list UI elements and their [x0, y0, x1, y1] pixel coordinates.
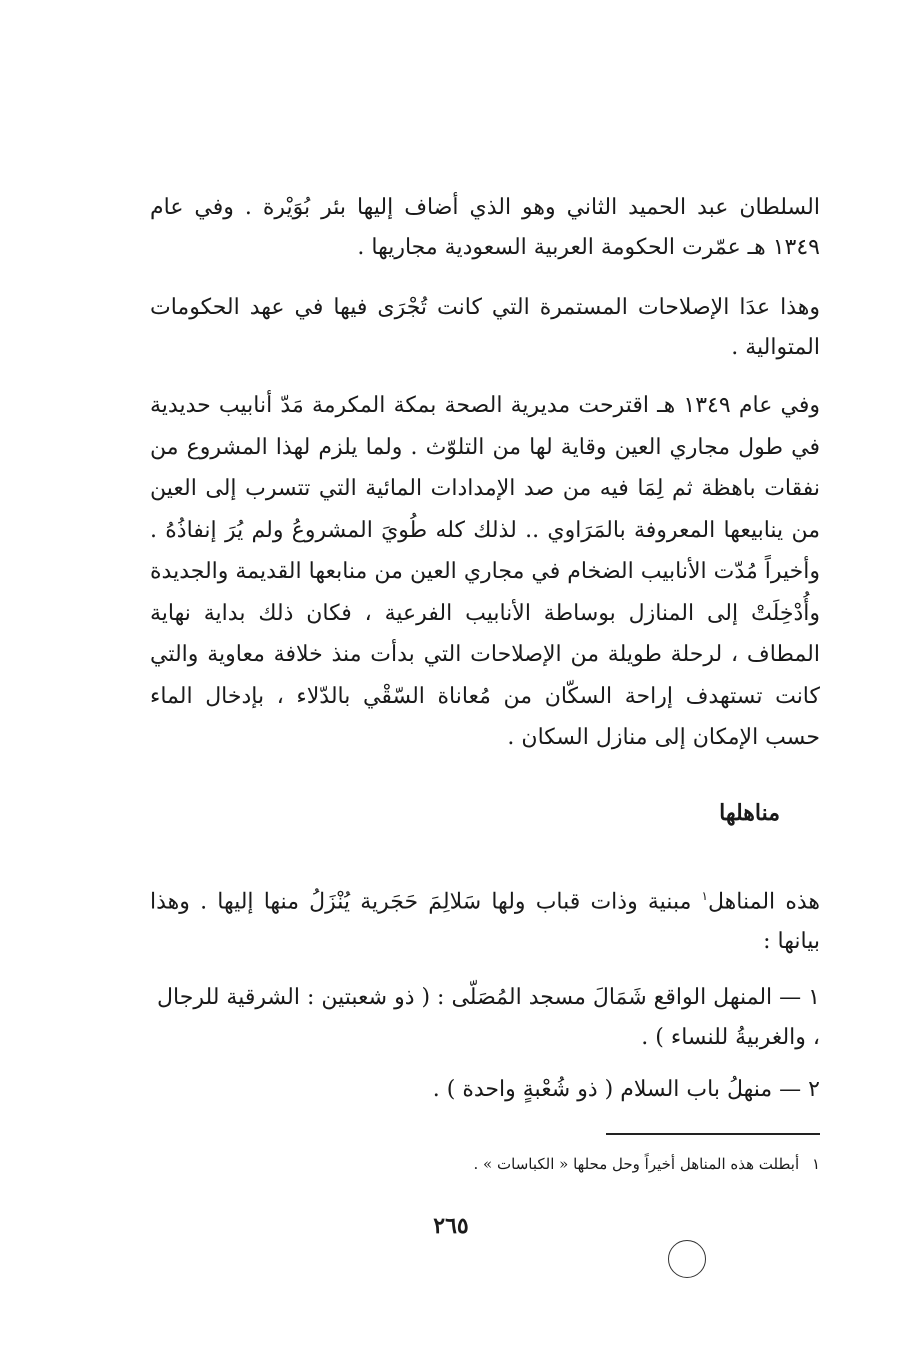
intro-text-start: هذه المناهل: [708, 889, 820, 915]
footnote-divider: [606, 1133, 820, 1135]
list-item-text: المنهل الواقع شَمَالَ مسجد المُصَلّى : ( ذو شعبتين : الشرقية للرجال ، والغربيةُ للنساء ) .: [157, 985, 820, 1050]
footnote-reference: ١: [701, 889, 708, 903]
list-item-dash: —: [779, 985, 802, 1010]
list-item-dash: —: [779, 1077, 802, 1102]
list-item-number: ٢: [808, 1077, 820, 1102]
footnote: [474, 1152, 820, 1176]
section-intro: [150, 876, 820, 962]
list-item-number: ١: [808, 985, 820, 1010]
list-item: [150, 978, 820, 1058]
list-item-text: منهلُ باب السلام ( ذو شُعْبةٍ واحدة ) .: [432, 1077, 773, 1102]
section-heading: مناهلها: [719, 800, 780, 826]
paragraph-2: وهذا عدَا الإصلاحات المستمرة التي كانت تُجْرَى فيها في عهد الحكومات المتوالية .: [150, 295, 820, 360]
paragraph-3: وفي عام ١٣٤٩ هـ اقترحت مديرية الصحة بمكة المكرمة مَدّ أنابيب حديدية في طول مجاري العين وقاية لها من التلوّث . ولما يلزم لهذا المشروع من نفقات باهظة ثم لِمَا فيه من صد الإمدادات المائية التي تتسرب إلى العين من ينابيعها المعروفة بالمَرَاوي .. لذلك كله طُويَ المشروعُ ولم يُرَ إنفاذُهُ . وأخيراً مُدّت الأنابيب الضخام في مجاري العين من منابعها القديمة والجديدة وأُدْخِلَتْ إلى المنازل بوساطة الأنابيب الفرعية ، فكان ذلك بداية نهاية المطاف ، لرحلة طويلة من الإصلاحات التي بدأت منذ خلافة معاوية والتي كانت تستهدف إراحة السكّان من مُعاناة السّقْي بالدّلاء ، بإدخال الماء حسب الإمكان إلى منازل السكان .: [150, 393, 820, 750]
footnote-text: أبطلت هذه المناهل أخيراً وحل محلها « الكباسات » .: [473, 1155, 800, 1173]
list-item: [150, 1070, 820, 1110]
paragraph-1: السلطان عبد الحميد الثاني وهو الذي أضاف إليها بئر بُوَيْرة . وفي عام ١٣٤٩ هـ عمّرت الحكومة العربية السعودية مجاريها .: [150, 195, 820, 260]
footnote-number: ١: [811, 1155, 820, 1173]
intro-text-end: مبنية وذات قباب ولها سَلالِمَ حَجَرية يُنْزَلُ منها إليها . وهذا بيانها :: [150, 889, 820, 955]
page-number: ٢٦٥: [433, 1213, 469, 1239]
circle-stamp-icon: [668, 1240, 706, 1278]
